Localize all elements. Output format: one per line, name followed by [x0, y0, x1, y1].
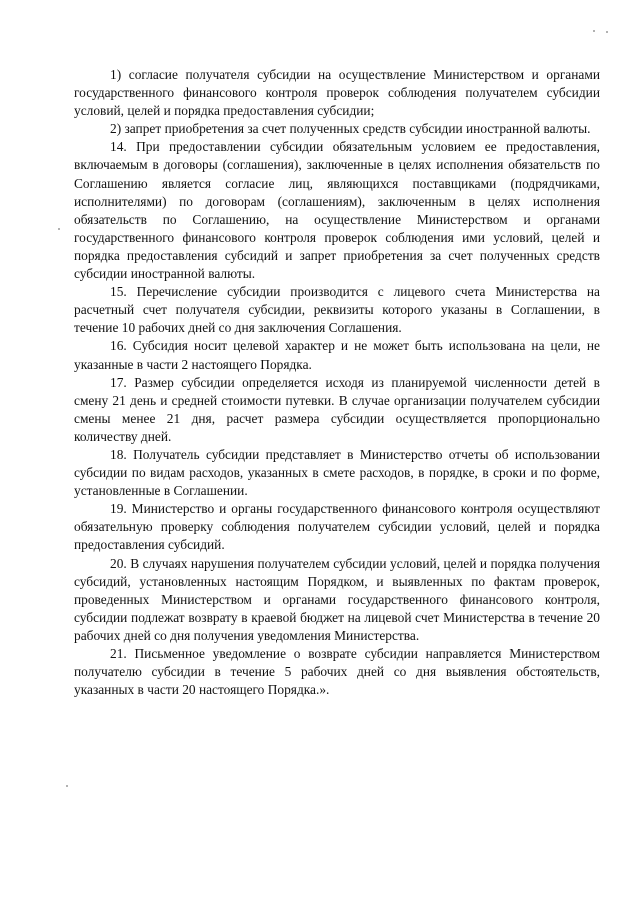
scan-speck	[593, 30, 595, 32]
paragraph-14: 14. При предоставлении субсидии обязательным условием ее предоставления, включаемым в договоры (соглашения), заключенные в целях исполнения обязательств по Соглашению является согласие лиц, являющихся поставщиками (подрядчиками, исполнителями) по договорам (соглашениям), заключенным в целях исполнения обязательств по Соглашению, на осуществление Министерством и органами государственного финансового контроля проверок соблюдения ими условий, целей и порядка предоставления субсидий и запрет приобретения за счет полученных средств субсидии иностранной валюты.	[74, 139, 600, 282]
scan-speck	[606, 31, 608, 33]
paragraph-15: 15. Перечисление субсидии производится с лицевого счета Министерства на расчетный счет получателя субсидии, реквизиты которого указаны в Соглашении, в течение 10 рабочих дней со дня заключения Соглашения.	[74, 284, 600, 336]
paragraph-item-1: 1) согласие получателя субсидии на осуществление Министерством и органами государственного финансового контроля проверок соблюдения получателем субсидии условий, целей и порядка предоставления субсидии;	[74, 67, 600, 119]
document-body	[74, 66, 600, 699]
paragraph-18: 18. Получатель субсидии представляет в Министерство отчеты об использовании субсидии по видам расходов, указанных в смете расходов, в порядке, в сроки и по форме, установленные в Соглашении.	[74, 446, 600, 499]
scan-speck	[66, 785, 68, 787]
paragraph-19: 19. Министерство и органы государственного финансового контроля осуществляют обязательную проверку соблюдения получателем субсидии условий, целей и порядка предоставления субсидий.	[74, 501, 600, 553]
paragraph-item-2: 2) запрет приобретения за счет полученных средств субсидии иностранной валюты.	[110, 121, 591, 137]
paragraph-16: 16. Субсидия носит целевой характер и не может быть использована на цели, не указанные в части 2 настоящего Порядка.	[74, 338, 600, 372]
paragraph-21: 21. Письменное уведомление о возврате субсидии направляется Министерством получателю субсидии в течение 5 рабочих дней со дня выявления обстоятельств, указанных в части 20 настоящего Порядка.».	[74, 646, 600, 698]
paragraph-17: 17. Размер субсидии определяется исходя из планируемой численности детей в смену 21 день и средней стоимости путевки. В случае организации получателем субсидии смены менее 21 дня, расчет размера субсидии осуществляется пропорционально количеству дней.	[74, 374, 600, 444]
paragraph-20: 20. В случаях нарушения получателем субсидии условий, целей и порядка получения субсидий, установленных настоящим Порядком, и выявленных по фактам проверок, проведенных Министерством и органами государственного финансового контроля, субсидии подлежат возврату в краевой бюджет на лицевой счет Министерства в течение 20 рабочих дней со дня получения уведомления Министерства.	[74, 555, 600, 643]
scan-speck	[58, 228, 60, 230]
